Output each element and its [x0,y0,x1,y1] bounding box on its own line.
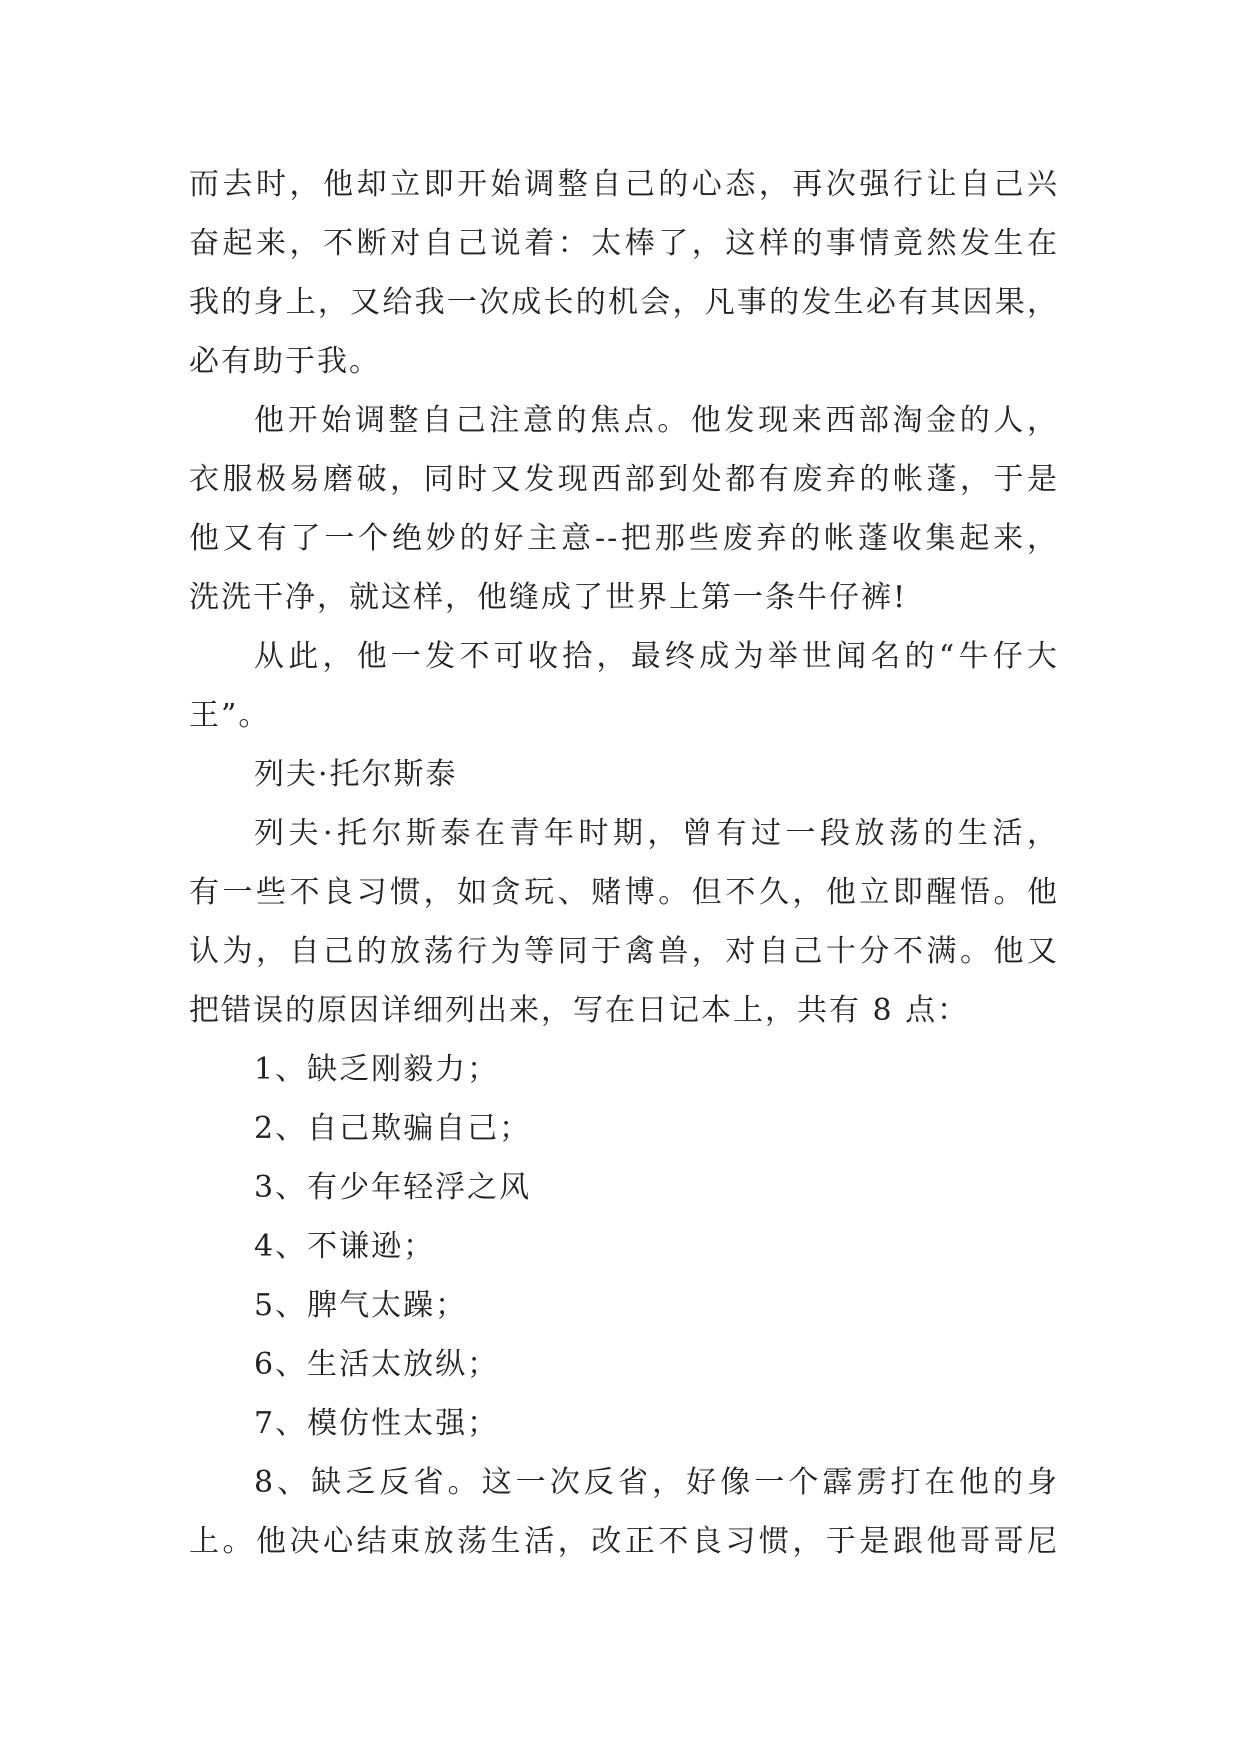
document-body [189,155,1059,1571]
text-line: 洗洗干净，就这样，他缝成了世界上第一条牛仔裤! [189,580,908,615]
text-line: 上。他决心结束放荡生活，改正不良习惯，于是跟他哥哥尼 [189,1524,1059,1559]
text-line: 列夫·托尔斯泰 [254,757,458,792]
text-line: 必有助于我。 [189,344,381,379]
text-line: 我的身上，又给我一次成长的机会，凡事的发生必有其因果， [189,285,1059,320]
text-line: 认为，自己的放荡行为等同于禽兽，对自己十分不满。他又 [189,934,1059,969]
text-line: 8、缺乏反省。这一次反省，好像一个霹雳打在他的身 [254,1465,1059,1500]
text-line: 1、缺乏刚毅力； [254,1052,500,1087]
text-line: 衣服极易磨破，同时又发现西部到处都有废弃的帐蓬，于是 [189,462,1059,497]
text-line: 有一些不良习惯，如贪玩、赌博。但不久，他立即醒悟。他 [189,875,1059,910]
text-line: 奋起来，不断对自己说着：太棒了，这样的事情竟然发生在 [189,226,1059,261]
text-line: 王”。 [189,698,271,733]
text-line: 列夫·托尔斯泰在青年时期，曾有过一段放荡的生活， [254,816,1059,851]
text-line: 他开始调整自己注意的焦点。他发现来西部淘金的人， [254,403,1059,438]
text-line: 把错误的原因详细列出来，写在日记本上，共有 8 点： [189,993,970,1028]
text-line: 6、生活太放纵； [254,1347,500,1382]
text-line: 从此，他一发不可收拾，最终成为举世闻名的“牛仔大 [254,639,1059,674]
text-line: 他又有了一个绝妙的好主意--把那些废弃的帐蓬收集起来， [189,521,1059,556]
text-line: 3、有少年轻浮之风 [254,1170,532,1205]
text-line: 5、脾气太躁； [254,1288,468,1323]
text-line: 2、自己欺骗自己； [254,1111,532,1146]
text-line: 而去时，他却立即开始调整自己的心态，再次强行让自己兴 [189,167,1059,202]
text-line: 4、不谦逊； [254,1229,436,1264]
text-line: 7、模仿性太强； [254,1406,500,1441]
